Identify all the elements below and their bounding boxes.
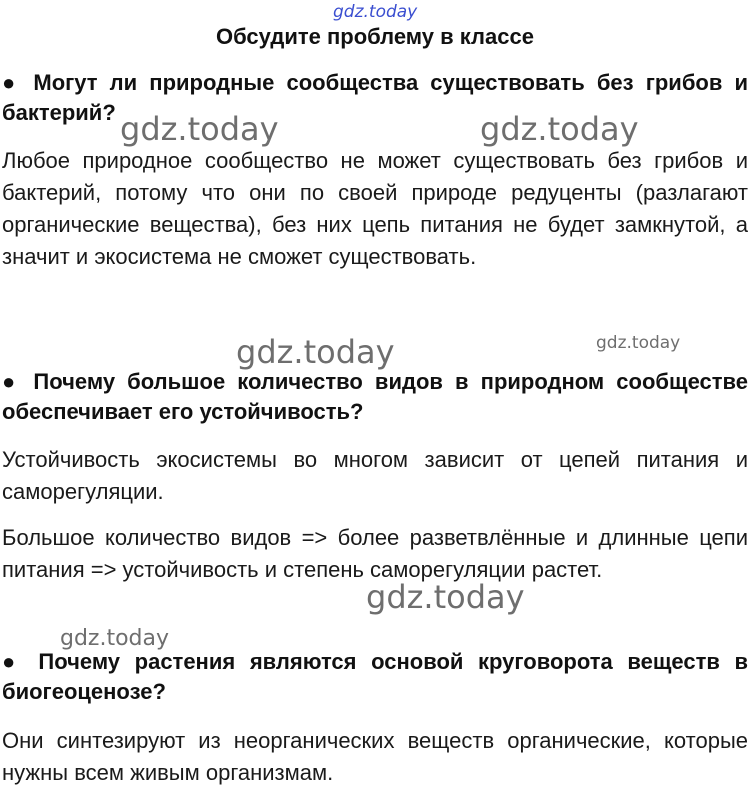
watermark-2: gdz.today [480, 110, 639, 148]
question-2: ● Почему большое количество видов в природном сообществе обеспечивает его устойчивость? [2, 369, 748, 424]
watermark-top: gdz.today [333, 2, 418, 22]
question-3: ● Почему растения являются основой круговорота веществ в биогеоценозе? [2, 649, 748, 704]
watermark-3: gdz.today [236, 333, 395, 371]
answer-1: Любое природное сообщество не может существовать без грибов и бактерий, потому что они по своей природе редуценты (разлагают органические вещества), без них цепь питания не будет замкнутой, а значит и экосистема не сможет существовать. [2, 148, 748, 269]
question-1: ● Могут ли природные сообщества существовать без грибов и бактерий? [2, 70, 748, 125]
answer-2b: Большое количество видов => более разветвлённые и длинные цепи питания => устойчивость и степень саморегуляции растет. [2, 525, 748, 582]
page-title: Обсудите проблему в классе [216, 24, 534, 49]
watermark-1: gdz.today [120, 110, 279, 148]
answer-2a: Устойчивость экосистемы во многом зависит от цепей питания и саморегуляции. [2, 447, 748, 504]
watermark-5: gdz.today [366, 578, 525, 616]
answer-3: Они синтезируют из неорганических веществ органические, которые нужны всем живым организмам. [2, 728, 748, 785]
watermark-6: gdz.today [60, 626, 170, 651]
watermark-4: gdz.today [596, 333, 681, 353]
